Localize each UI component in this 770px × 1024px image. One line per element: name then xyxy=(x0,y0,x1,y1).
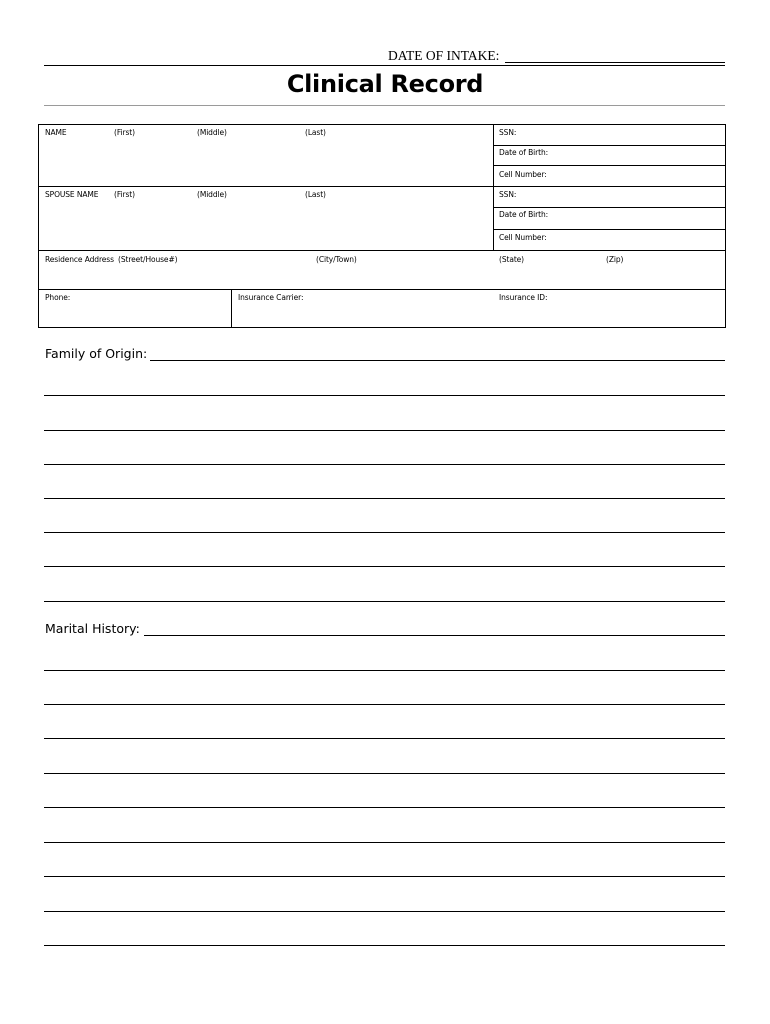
zip-label: (Zip) xyxy=(606,255,624,264)
dob-label[interactable]: Date of Birth: xyxy=(499,148,549,157)
header-top-rule xyxy=(44,65,725,66)
family-of-origin-line[interactable] xyxy=(44,430,725,431)
name-middle-label: (Middle) xyxy=(197,128,227,137)
marital-history-line[interactable] xyxy=(44,945,725,946)
marital-history-line[interactable] xyxy=(144,635,725,636)
table-vdivider-phone xyxy=(231,289,232,328)
state-label: (State) xyxy=(499,255,525,264)
spouse-cell-number-label[interactable]: Cell Number: xyxy=(499,233,547,242)
family-of-origin-line[interactable] xyxy=(44,566,725,567)
ssn-label[interactable]: SSN: xyxy=(499,128,517,137)
marital-history-line[interactable] xyxy=(44,911,725,912)
date-of-intake-field[interactable] xyxy=(505,62,725,63)
spouse-middle-label: (Middle) xyxy=(197,190,227,199)
spouse-ssn-label[interactable]: SSN: xyxy=(499,190,517,199)
city-label: (City/Town) xyxy=(316,255,357,264)
marital-history-line[interactable] xyxy=(44,773,725,774)
spouse-dob-label[interactable]: Date of Birth: xyxy=(499,210,549,219)
name-label: NAME xyxy=(45,128,67,137)
header-bottom-rule xyxy=(44,105,725,106)
table-divider-cell xyxy=(493,165,726,166)
date-of-intake-label: DATE OF INTAKE: xyxy=(388,48,500,63)
marital-history-line[interactable] xyxy=(44,670,725,671)
family-of-origin-line[interactable] xyxy=(44,532,725,533)
table-divider-dob xyxy=(493,145,726,146)
marital-history-line[interactable] xyxy=(44,876,725,877)
marital-history-line[interactable] xyxy=(44,704,725,705)
family-of-origin-label: Family of Origin: xyxy=(45,346,148,361)
table-divider-spouse-cell xyxy=(493,229,726,230)
family-of-origin-line[interactable] xyxy=(150,360,725,361)
insurance-id-label[interactable]: Insurance ID: xyxy=(499,293,548,302)
phone-label[interactable]: Phone: xyxy=(45,293,71,302)
spouse-name-field[interactable] xyxy=(39,187,493,250)
name-last-label: (Last) xyxy=(305,128,326,137)
table-divider-spouse-dob xyxy=(493,207,726,208)
page-title: Clinical Record xyxy=(286,70,484,98)
table-vdivider-right xyxy=(493,124,494,250)
spouse-last-label: (Last) xyxy=(305,190,326,199)
name-field[interactable] xyxy=(39,125,493,186)
name-first-label: (First) xyxy=(114,128,135,137)
cell-number-label[interactable]: Cell Number: xyxy=(499,170,547,179)
family-of-origin-line[interactable] xyxy=(44,464,725,465)
spouse-first-label: (First) xyxy=(114,190,135,199)
spouse-name-label: SPOUSE NAME xyxy=(45,190,99,199)
family-of-origin-line[interactable] xyxy=(44,395,725,396)
family-of-origin-line[interactable] xyxy=(44,498,725,499)
marital-history-line[interactable] xyxy=(44,738,725,739)
family-of-origin-line[interactable] xyxy=(44,601,725,602)
insurance-carrier-label[interactable]: Insurance Carrier: xyxy=(238,293,304,302)
street-label: (Street/House#) xyxy=(118,255,178,264)
table-divider-contact xyxy=(38,289,726,290)
marital-history-label: Marital History: xyxy=(45,621,140,636)
marital-history-line[interactable] xyxy=(44,807,725,808)
marital-history-line[interactable] xyxy=(44,842,725,843)
residence-address-label: Residence Address xyxy=(45,255,114,264)
